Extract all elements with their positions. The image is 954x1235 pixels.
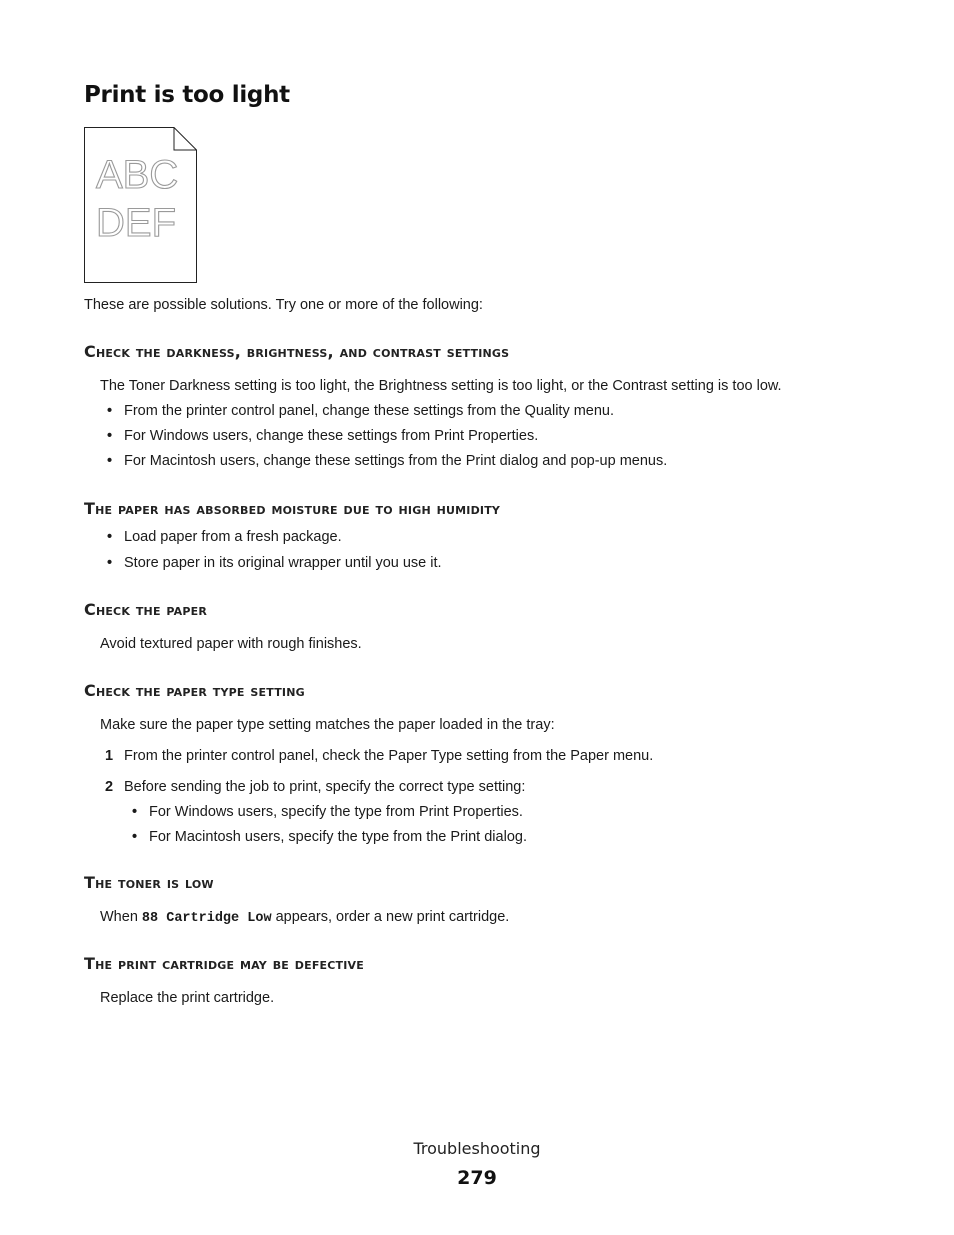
light-print-sample-icon: [84, 127, 198, 284]
list-item: • Load paper from a fresh package.: [84, 528, 884, 546]
section-paper-moisture: [84, 499, 884, 572]
section-paragraph: Make sure the paper type setting matches the paper loaded in the tray:: [100, 717, 555, 733]
list-item: • From the printer control panel, change these settings from the Quality menu.: [84, 402, 884, 420]
section-paragraph: Replace the print cartridge.: [100, 990, 275, 1006]
step-text: From the printer control panel, check the Paper Type setting from the Paper menu.: [124, 748, 654, 764]
paragraph-text-end: appears, order a new print cartridge.: [271, 909, 510, 925]
cartridge-low-message: 88 Cartridge Low: [141, 911, 272, 926]
section-check-paper: [84, 600, 884, 653]
list-item: • Store paper in its original wrapper until you use it.: [84, 554, 884, 572]
section-darkness-settings: [84, 342, 884, 470]
section-heading: The print cartridge may be defective: [84, 954, 364, 973]
figure-line-2: DEF: [96, 201, 176, 245]
paragraph-text-start: When: [100, 909, 142, 925]
sub-list-item: • For Macintosh users, specify the type from the Print dialog.: [84, 828, 884, 846]
list-item: • For Windows users, change these settings from Print Properties.: [84, 427, 884, 445]
section-heading: Check the paper: [84, 600, 208, 619]
section-heading: Check the paper type setting: [84, 681, 305, 700]
step-text: Before sending the job to print, specify the correct type setting:: [124, 779, 526, 795]
page-title: Print is too light: [84, 82, 290, 108]
page-number: 279: [457, 1167, 497, 1189]
sub-list-item: • For Windows users, specify the type from Print Properties.: [84, 803, 884, 821]
step-item: [84, 747, 884, 765]
section-heading: Check the darkness, brightness, and contrast settings: [84, 342, 510, 361]
figure-line-1: ABC: [96, 153, 179, 197]
footer-section-name: Troubleshooting: [413, 1139, 541, 1158]
section-paper-type-setting: [84, 681, 884, 846]
section-paragraph: [100, 908, 884, 928]
section-heading: The toner is low: [84, 873, 214, 892]
step-number: 1: [105, 748, 114, 764]
section-paragraph: Avoid textured paper with rough finishes.: [100, 636, 362, 652]
section-cartridge-defective: [84, 954, 884, 1007]
intro-text: These are possible solutions. Try one or more of the following:: [84, 297, 483, 313]
section-paragraph: The Toner Darkness setting is too light, the Brightness setting is too light, or the Contrast setting is too low.: [100, 378, 782, 394]
list-item: • For Macintosh users, change these settings from the Print dialog and pop-up menus.: [84, 452, 884, 470]
section-heading: The paper has absorbed moisture due to high humidity: [84, 499, 501, 518]
step-item: [84, 778, 884, 846]
section-toner-low: [84, 873, 884, 928]
step-number: 2: [105, 779, 114, 795]
